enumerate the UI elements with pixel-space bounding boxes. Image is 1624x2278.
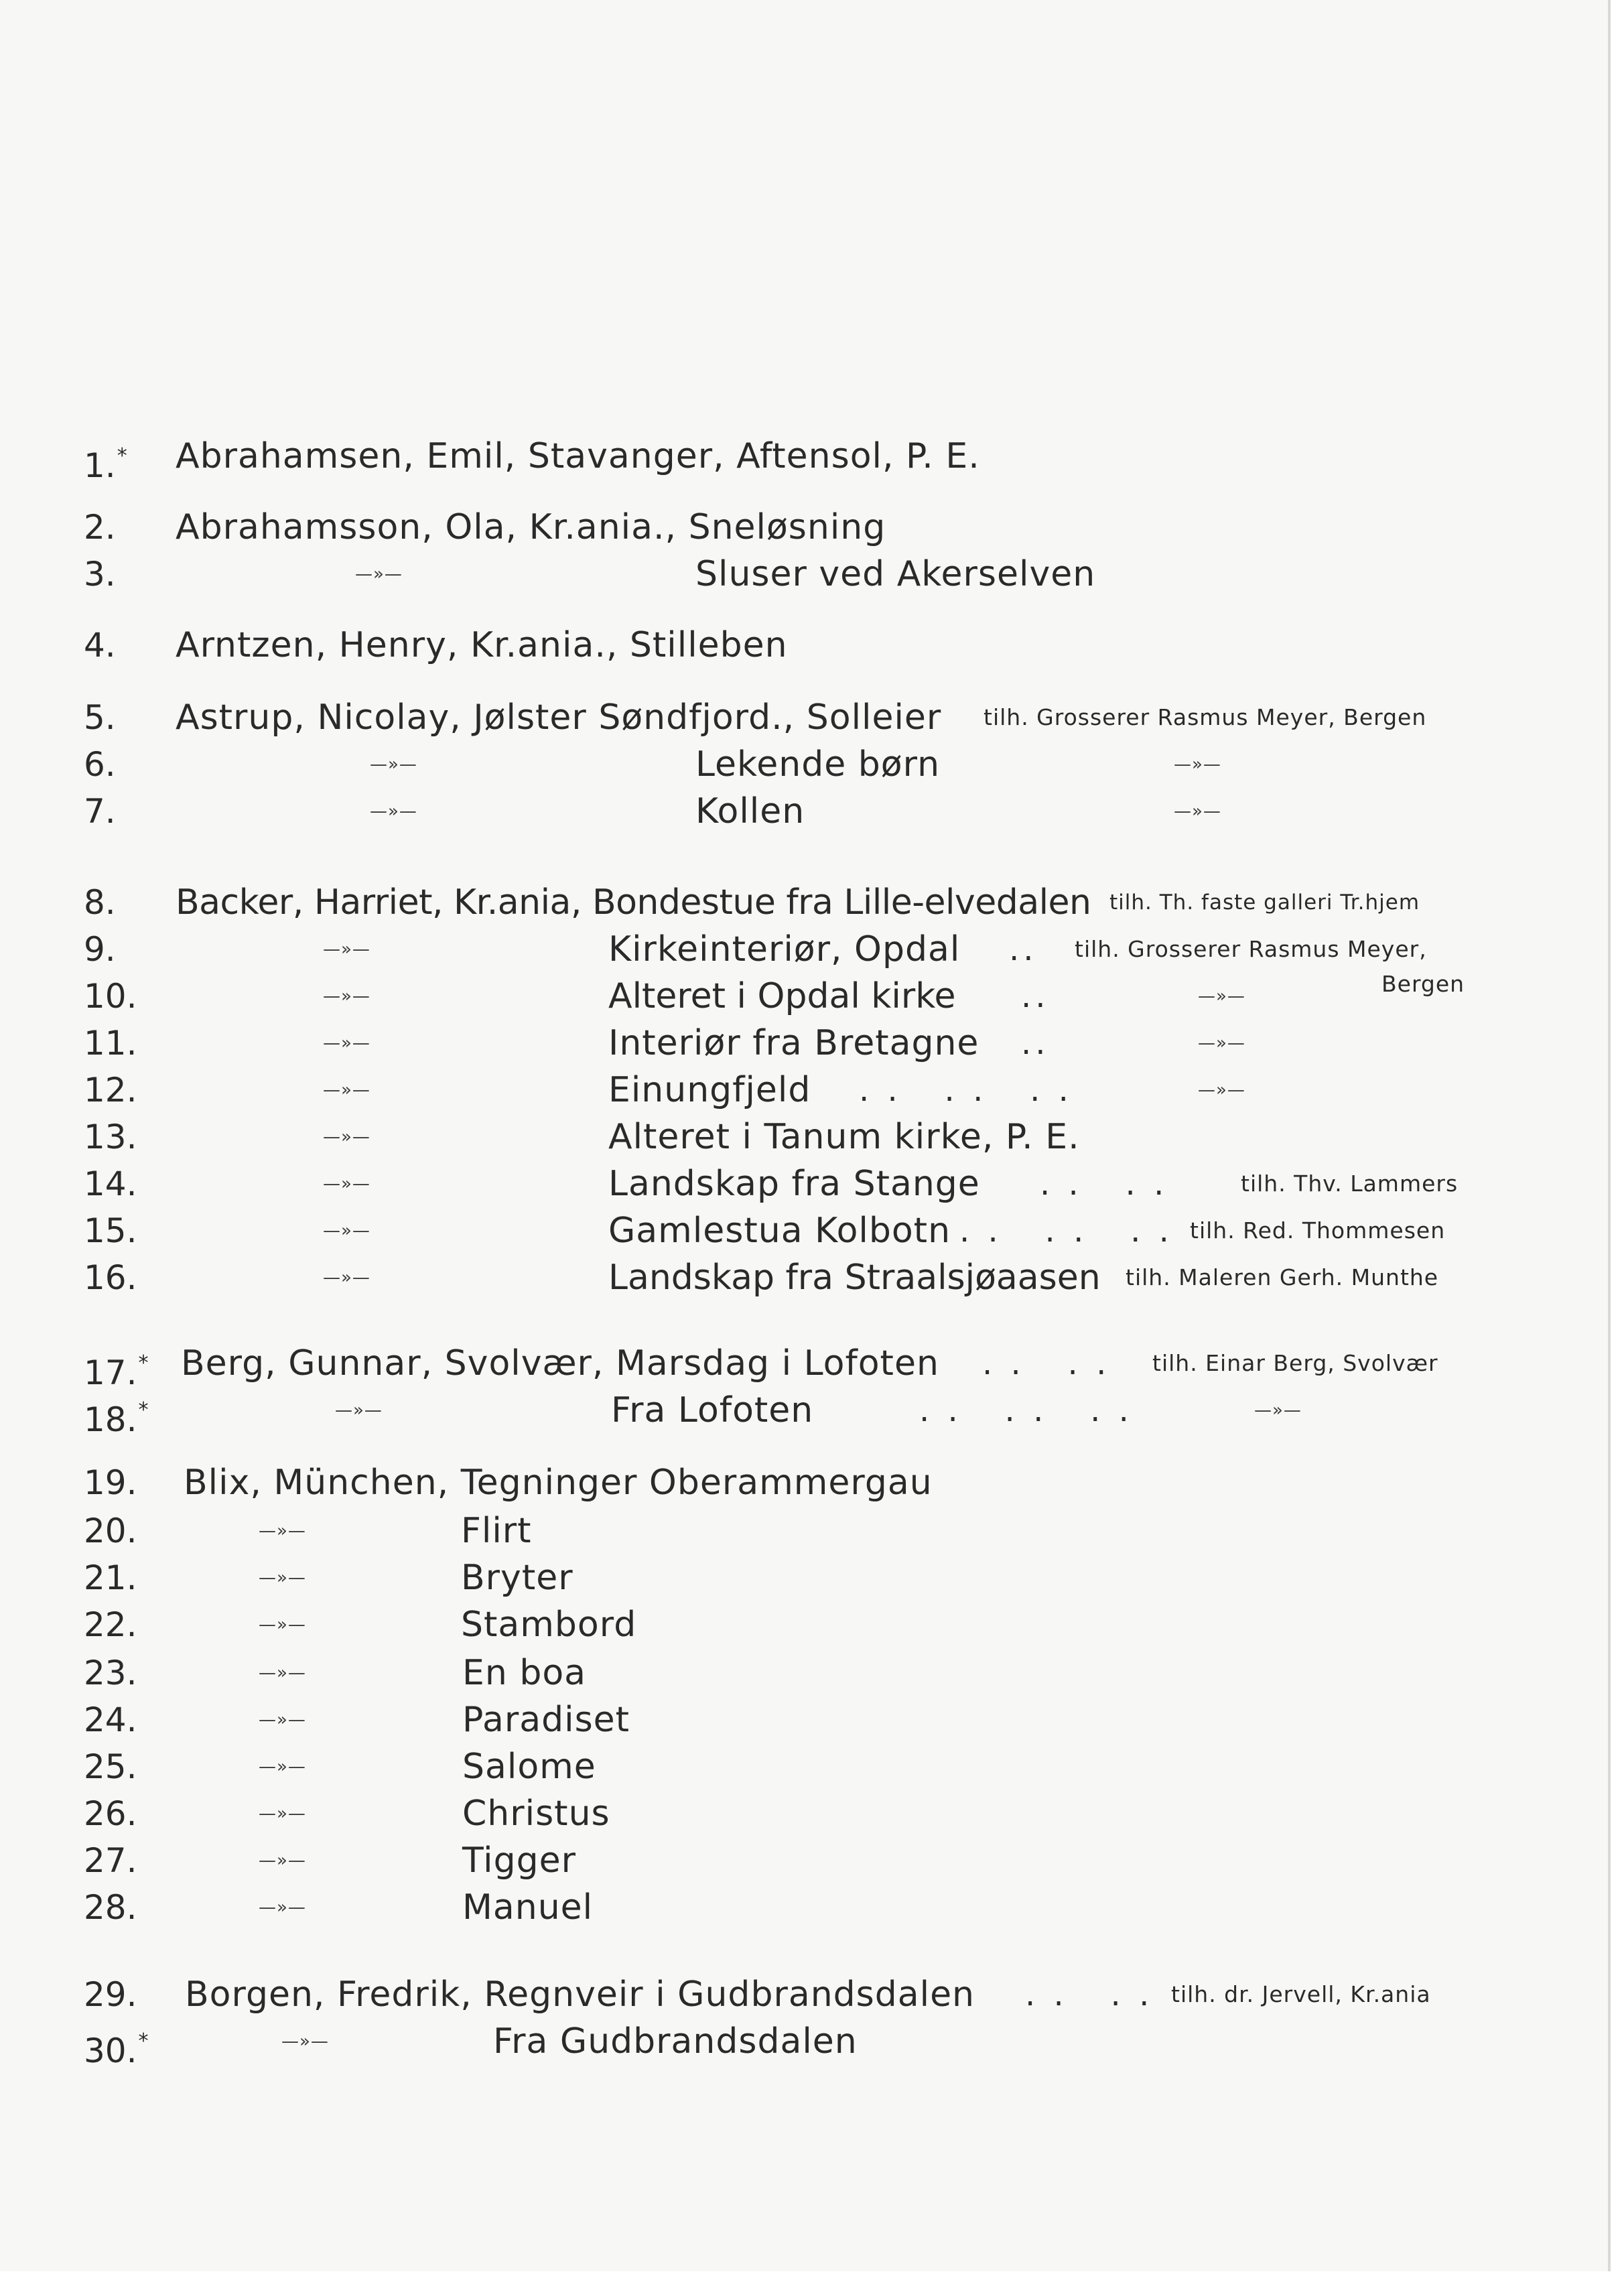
entry-title: Einungfjeld	[608, 1070, 811, 1110]
entry-number: 7.	[84, 792, 116, 831]
ditto-mark: —»—	[259, 1568, 306, 1588]
ditto-mark: —»—	[323, 939, 370, 959]
ditto-mark: —»—	[259, 1897, 306, 1918]
entry-row	[0, 788, 1608, 835]
entry-title: Bryter	[461, 1558, 573, 1598]
entry-number: 17.*	[84, 1351, 149, 1392]
entry-owner: tilh. Thv. Lammers	[1241, 1170, 1459, 1197]
entry-number: 20.	[84, 1512, 137, 1550]
ditto-mark: —»—	[259, 1710, 306, 1730]
entry-artist: Arntzen, Henry, Kr.ania., Stilleben	[176, 625, 788, 665]
ditto-mark: —»—	[335, 1400, 383, 1420]
ditto-mark: —»—	[323, 1221, 370, 1241]
leader-dots: . . . .	[1025, 1976, 1154, 2013]
ditto-mark: —»—	[323, 1080, 370, 1100]
owner-ditto-mark: —»—	[1174, 801, 1221, 821]
entry-row	[0, 1020, 1608, 1067]
entry-title: Gamlestua Kolbotn	[608, 1211, 951, 1251]
entry-owner: tilh. Grosserer Rasmus Meyer,	[1075, 936, 1427, 962]
entry-owner: tilh. Grosserer Rasmus Meyer, Bergen	[984, 704, 1427, 730]
ditto-mark: —»—	[259, 1615, 306, 1635]
ditto-mark: —»—	[281, 2031, 329, 2052]
owner-ditto-mark: —»—	[1254, 1400, 1302, 1420]
ditto-mark: —»—	[355, 564, 403, 584]
entry-owner-continued: Bergen	[1381, 971, 1465, 997]
leader-dots: ..	[1021, 978, 1050, 1015]
owner-ditto-mark: —»—	[1174, 754, 1221, 775]
entry-row	[0, 1207, 1608, 1254]
entry-number: 21.	[84, 1558, 137, 1597]
ditto-mark: —»—	[259, 1521, 306, 1541]
entry-owner: tilh. Th. faste galleri Tr.hjem	[1109, 890, 1420, 915]
owner-ditto-mark: —»—	[1198, 986, 1245, 1006]
entry-artist: Abrahamsson, Ola, Kr.ania., Sneløsning	[176, 507, 886, 547]
entry-number: 8.	[84, 883, 116, 922]
entry-owner: tilh. Einar Berg, Svolvær	[1152, 1350, 1438, 1376]
entry-number: 25.	[84, 1747, 137, 1786]
entry-title: Tigger	[462, 1840, 576, 1881]
entry-title: Alteret i Tanum kirke, P. E.	[608, 1117, 1080, 1157]
entry-row	[0, 879, 1608, 926]
entry-title: Lekende børn	[695, 744, 941, 785]
entry-artist: Berg, Gunnar, Svolvær, Marsdag i Lofoten	[181, 1343, 939, 1384]
entry-row	[0, 1459, 1608, 1506]
entry-owner: tilh. Maleren Gerh. Munthe	[1126, 1264, 1439, 1290]
entry-row	[0, 1340, 1608, 1392]
entry-number: 10.	[84, 977, 137, 1016]
entry-row	[0, 973, 1608, 1020]
entry-row	[0, 1696, 1608, 1743]
entry-row	[0, 1650, 1608, 1696]
ditto-mark: —»—	[323, 1174, 370, 1194]
ditto-mark: —»—	[323, 1033, 370, 1053]
ditto-mark: —»—	[323, 1268, 370, 1288]
leader-dots: . . . .	[982, 1345, 1111, 1382]
ditto-mark: —»—	[370, 801, 417, 821]
entry-number: 22.	[84, 1605, 137, 1644]
entry-title: Fra Lofoten	[611, 1390, 814, 1430]
entry-number: 1.*	[84, 444, 127, 485]
entry-row	[0, 1508, 1608, 1554]
leader-dots: . . . .	[1040, 1165, 1168, 1203]
entry-row	[0, 1114, 1608, 1160]
entry-row	[0, 551, 1608, 598]
leader-dots: ..	[1021, 1024, 1050, 1062]
entry-number: 19.	[84, 1463, 137, 1502]
entry-number: 5.	[84, 698, 116, 737]
leader-dots: . . . . . .	[859, 1071, 1073, 1109]
entry-title: Paradiset	[462, 1700, 630, 1740]
entry-number: 15.	[84, 1211, 137, 1250]
entry-number: 28.	[84, 1888, 137, 1927]
ditto-mark: —»—	[259, 1851, 306, 1871]
leader-dots: . . . . . .	[959, 1212, 1173, 1250]
ditto-mark: —»—	[259, 1757, 306, 1777]
entry-title: Kirkeinteriør, Opdal	[608, 929, 961, 969]
entry-number: 18.*	[84, 1398, 149, 1439]
entry-title: Landskap fra Stange	[608, 1164, 980, 1204]
entry-row	[0, 1387, 1608, 1439]
entry-row	[0, 1254, 1608, 1301]
entry-number: 16.	[84, 1258, 137, 1297]
ditto-mark: —»—	[323, 986, 370, 1006]
entry-row	[0, 1790, 1608, 1837]
entry-row	[0, 741, 1608, 788]
entry-number: 14.	[84, 1164, 137, 1203]
entry-number: 11.	[84, 1024, 137, 1063]
entry-row	[0, 1884, 1608, 1931]
entry-number: 30.*	[84, 2029, 149, 2070]
entry-number: 12.	[84, 1071, 137, 1110]
entry-number: 24.	[84, 1700, 137, 1739]
leader-dots: ..	[1009, 931, 1038, 968]
entry-number: 2.	[84, 508, 116, 547]
owner-ditto-mark: —»—	[1198, 1080, 1245, 1100]
entry-title: Flirt	[461, 1511, 532, 1551]
entry-number: 26.	[84, 1794, 137, 1833]
entry-title: Kollen	[695, 791, 805, 831]
entry-row	[0, 1601, 1608, 1648]
ditto-mark: —»—	[259, 1663, 306, 1683]
entry-row	[0, 1837, 1608, 1884]
entry-number: 29.	[84, 1975, 137, 2014]
entry-row	[0, 926, 1608, 973]
entry-row	[0, 1160, 1608, 1207]
leader-dots: . . . . . .	[919, 1392, 1133, 1429]
entry-row	[0, 622, 1608, 669]
ditto-mark: —»—	[259, 1804, 306, 1824]
entry-artist: Backer, Harriet, Kr.ania, Bondestue fra Lille-elvedalen	[176, 882, 1091, 923]
entry-number: 23.	[84, 1654, 137, 1692]
entry-title: Sluser ved Akerselven	[695, 554, 1096, 594]
entry-number: 3.	[84, 555, 116, 594]
entry-title: En boa	[462, 1653, 587, 1693]
entry-row	[0, 433, 1608, 485]
entry-title: Christus	[462, 1794, 610, 1834]
entry-owner: tilh. Red. Thommesen	[1190, 1217, 1446, 1244]
entry-title: Manuel	[462, 1887, 594, 1928]
owner-ditto-mark: —»—	[1198, 1033, 1245, 1053]
entry-row	[0, 1554, 1608, 1601]
entry-number: 4.	[84, 626, 116, 665]
ditto-mark: —»—	[370, 754, 417, 775]
entry-row	[0, 694, 1608, 741]
entry-artist: Abrahamsen, Emil, Stavanger, Aftensol, P. E.	[176, 436, 980, 476]
entry-artist: Astrup, Nicolay, Jølster Søndfjord., Solleier	[176, 697, 942, 738]
entry-row	[0, 504, 1608, 551]
entry-title: Stambord	[461, 1605, 637, 1645]
entry-number: 13.	[84, 1118, 137, 1156]
entry-title: Fra Gudbrandsdalen	[493, 2021, 858, 2062]
entry-title: Alteret i Opdal kirke	[608, 976, 956, 1016]
entry-title: Landskap fra Straalsjøaasen	[608, 1258, 1101, 1298]
ditto-mark: —»—	[323, 1127, 370, 1147]
entry-row	[0, 1743, 1608, 1790]
entry-number: 6.	[84, 745, 116, 784]
entry-owner: tilh. dr. Jervell, Kr.ania	[1171, 1981, 1431, 2007]
entry-row	[0, 1067, 1608, 1114]
entry-artist: Blix, München, Tegninger Oberammergau	[184, 1463, 933, 1503]
entry-row	[0, 1971, 1608, 2018]
entry-title: Interiør fra Bretagne	[608, 1023, 979, 1063]
entry-title: Salome	[462, 1747, 596, 1787]
entry-row	[0, 2018, 1608, 2070]
entry-number: 27.	[84, 1841, 137, 1880]
entry-artist: Borgen, Fredrik, Regnveir i Gudbrandsdalen	[185, 1974, 975, 2015]
entry-number: 9.	[84, 930, 116, 969]
